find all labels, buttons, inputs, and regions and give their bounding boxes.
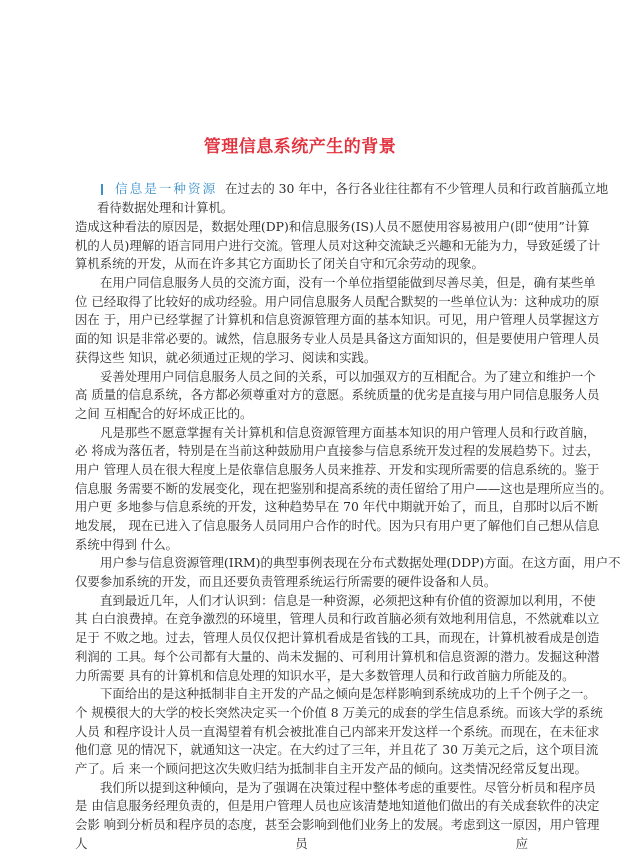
text-line: 系统中得到 什么。 xyxy=(75,536,179,552)
text-line: 在用户同信息服务人员的交流方面，没有一个单位指望能做到尽善尽美，但是，确有某些单 xyxy=(100,275,596,291)
text-line: 获得这些 知识，就必须通过正规的学习、阅读和实践。 xyxy=(75,349,377,365)
paragraph xyxy=(75,685,603,778)
text-line: 信息服 务需要不断的发展变化，现在把鉴别和提高系统的责任留给了用户——这也是理所应当的。 xyxy=(75,480,612,496)
paragraph xyxy=(75,424,612,555)
intro-line: 看待数据处理和计算机。 xyxy=(97,199,234,215)
paragraph xyxy=(75,274,600,367)
text-line: 会影 响到分析员和程序员的态度，甚至会影响到他们业务上的发展。考虑到这一原因，用户管理 xyxy=(75,817,600,832)
text-line: 用户 管理人员在很大程度上是依靠信息服务人员来推荐、开发和实现所需要的信息系统的。鉴于 xyxy=(75,461,600,477)
text-line: 利润的 工具。每个公司都有大量的、尚未发掘的、可利用计算机和信息资源的潜力。发掘这种潜 xyxy=(75,648,600,664)
text-line: 必 将成为落伍者，特别是在当前这种鼓励用户直接参与信息系统开发过程的发展趋势下。过去， xyxy=(75,443,600,459)
text-line: 是 由信息服务经理负责的，但是用户管理人员也应该清楚地知道他们做出的有关成套软件的决定 xyxy=(75,798,600,814)
paragraph xyxy=(75,592,600,685)
text-line: 个 规模很大的大学的校长突然决定买一个价值 8 万美元的成套的学生信息系统。而该大学的系统 xyxy=(75,704,603,720)
intro-line: 在过去的 30 年中，各行各业往往都有不少管理人员和行政首脑孤立地 xyxy=(225,181,609,196)
document-body xyxy=(75,218,621,853)
text-line: 凡是那些不愿意掌握有关计算机和信息资源管理方面基本知识的用户管理人员和行政首脑， xyxy=(100,424,596,440)
text-line: 造成这种看法的原因是，数据处理(DP)和信息服务(IS)人员不愿使用容易被用户(即“使用”计算 xyxy=(75,219,590,234)
text-line: 产了。后 来一个顾问把这次失败归结为抵制非自主开发产品的倾向。这类情况经常反复出现。 xyxy=(75,760,587,776)
text-line: 地发展， 现在已进入了信息服务人员同用户合作的时代。因为只有用户更了解他们自己想从信息 xyxy=(75,518,600,533)
text-line: 算机系统的开发，从而在许多其它方面助长了闭关自守和冗余劳动的现象。 xyxy=(75,256,484,272)
text-line: 用户参与信息资源管理(IRM)的典型事例表现在分布式数据处理(DDP)方面。在这方面，用户不 xyxy=(100,555,621,571)
text-line: 高 质量的信息系统，各方都必须尊重对方的意愿。系统质量的优劣是直接与用户同信息服务人员 xyxy=(75,387,600,403)
text-line: 之间 互相配合的好坏成正比的。 xyxy=(75,405,253,421)
text-line: 妥善处理用户同信息服务人员之间的关系，可以加强双方的互相配合。为了建立和维护一个 xyxy=(100,368,596,384)
paragraph xyxy=(75,218,601,274)
text-line: 用户更 多地参与信息系统的开发，这种趋势早在 70 年代中期就开始了，而且，自那时以后不断 xyxy=(75,499,599,515)
text-line: 他们意 见的情况下，就通知这一决定。在大约过了三年，并且花了 30 万美元之后，这个项目流 xyxy=(75,742,599,758)
paragraph xyxy=(75,779,600,853)
text-line: 因在 于，用户已经掌握了计算机和信息资源管理方面的基本知识。可见，用户管理人员掌握这方 xyxy=(75,312,600,328)
text-line: 足于 不败之地。过去，管理人员仅仅把计算机看成是省钱的工具，而现在，计算机被看成是创造 xyxy=(75,630,600,646)
text-line: 其 白白浪费掉。在竞争激烈的环境里，管理人员和行政首脑必须有效地利用信息，不然就难以立 xyxy=(75,611,600,627)
checkbox-square-icon xyxy=(101,184,103,195)
text-line: 人员 和程序设计人员一直渴望着有机会被批准自己内部来开发这样一个系统。而现在，在未征求 xyxy=(75,723,600,739)
text-line: 下面给出的是这种抵制非自主开发的产品之倾向是怎样影响到系统成功的上千个例子之一。 xyxy=(100,686,596,702)
section-label: 信息是一种资源 xyxy=(115,181,218,196)
text-line: 人 员 应 xyxy=(75,835,528,851)
text-line: 面的知 识是非常必要的。诚然，信息服务专业人员是具备这方面知识的，但是要使用户管理人员 xyxy=(75,331,600,347)
text-line: 力所需要 具有的计算机和信息处理的知识水平，是大多数管理人员和行政首脑力所能及的。 xyxy=(75,667,575,683)
intro-paragraph xyxy=(97,180,609,217)
text-line: 机的人员)理解的语言同用户进行交流。管理人员对这种交流缺乏兴趣和无能为力，导致延缓了计 xyxy=(75,237,601,253)
paragraph xyxy=(75,554,621,591)
text-line: 仅要参加系统的开发，而且还要负责管理系统运行所需要的硬件设备和人员。 xyxy=(75,574,497,590)
text-line: 直到最近几年，人们才认识到：信息是一种资源，必须把这种有价值的资源加以利用，不使 xyxy=(100,592,596,608)
document-title: 管理信息系统产生的背景 xyxy=(203,137,397,157)
text-line: 我们所以提到这种倾向，是为了强调在决策过程中整体考虑的重要性。尽管分析员和程序员 xyxy=(100,779,596,795)
text-line: 位 已经取得了比较好的成功经验。用户同信息服务人员配合默契的一些单位认为：这种成功的原 xyxy=(75,293,600,309)
paragraph xyxy=(75,368,600,424)
